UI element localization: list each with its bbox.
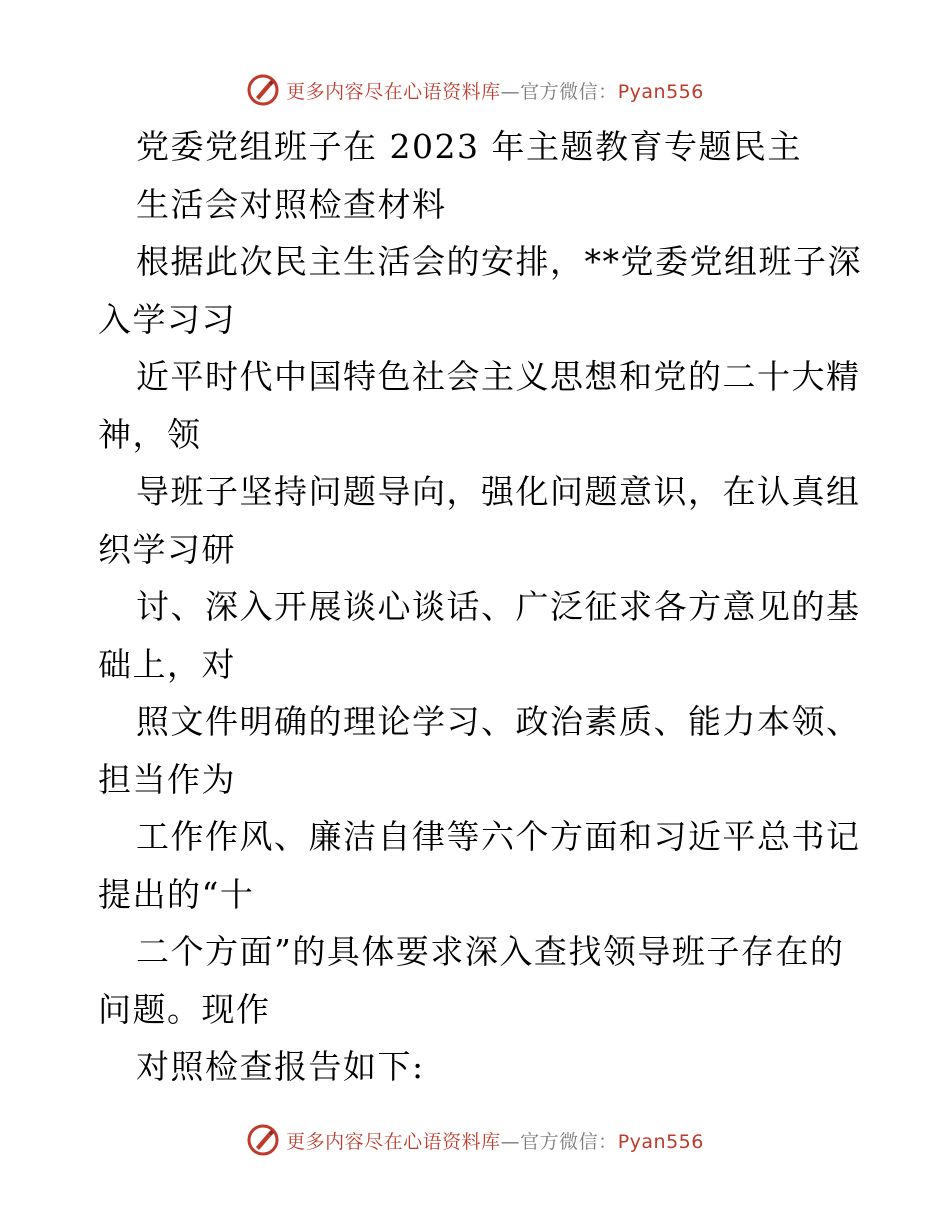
document-line: 根据此次民主生活会的安排，**党委党组班子深 bbox=[136, 242, 862, 281]
document-line: 对照检查报告如下: bbox=[136, 1047, 425, 1086]
watermark-id: Pyan556 bbox=[617, 80, 704, 103]
document-line: 担当作为 bbox=[98, 759, 236, 799]
document-line: 提出的“十 bbox=[98, 874, 255, 914]
watermark-dash: — bbox=[500, 80, 521, 103]
watermark-official: 官方微信： bbox=[520, 80, 618, 103]
watermark-text bbox=[286, 77, 704, 104]
document-line: 照文件明确的理论学习、政治素质、能力本领、 bbox=[136, 702, 861, 741]
document-line: 础上，对 bbox=[98, 644, 236, 684]
document-line: 导班子坚持问题导向，强化问题意识，在认真组 bbox=[136, 472, 861, 511]
document-line: 生活会对照检查材料 bbox=[136, 184, 447, 224]
watermark-dash: — bbox=[500, 1130, 521, 1153]
watermark-id: Pyan556 bbox=[617, 1130, 704, 1153]
document-line: 入学习习 bbox=[98, 299, 236, 339]
header-watermark bbox=[0, 68, 950, 112]
watermark-site: 更多内容尽在心语资料库 bbox=[286, 80, 501, 103]
watermark-official: 官方微信： bbox=[520, 1130, 618, 1153]
document-line: 织学习研 bbox=[98, 529, 236, 569]
watermark-text bbox=[286, 1127, 704, 1154]
pen-logo-icon bbox=[246, 1123, 280, 1157]
document-body bbox=[98, 118, 862, 1096]
document-line: 近平时代中国特色社会主义思想和党的二十大精 bbox=[136, 357, 861, 396]
watermark-site: 更多内容尽在心语资料库 bbox=[286, 1130, 501, 1153]
footer-watermark bbox=[0, 1118, 950, 1162]
document-line: 工作作风、廉洁自律等六个方面和习近平总书记 bbox=[136, 817, 861, 856]
document-line: 讨、深入开展谈心谈话、广泛征求各方意见的基 bbox=[136, 587, 861, 626]
document-line: 二个方面”的具体要求深入查找领导班子存在的 bbox=[136, 932, 845, 971]
pen-logo-icon bbox=[246, 73, 280, 107]
document-line: 党委党组班子在 2023 年主题教育专题民主 bbox=[136, 127, 802, 166]
document-line: 神，领 bbox=[98, 414, 202, 454]
document-line: 问题。现作 bbox=[98, 989, 271, 1029]
